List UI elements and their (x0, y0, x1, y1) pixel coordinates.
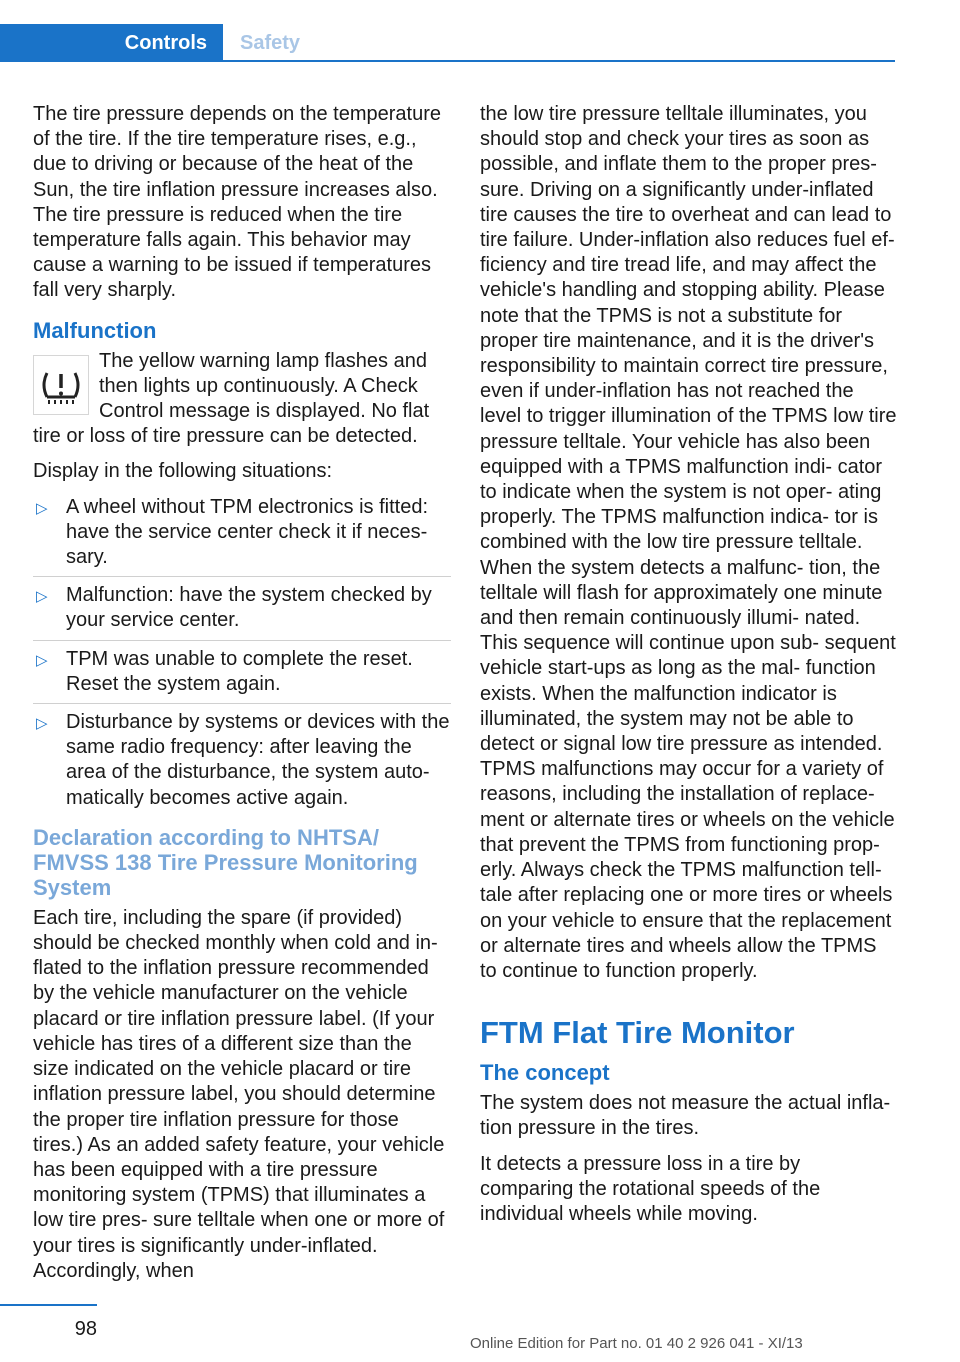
declaration-paragraph: Each tire, including the spare (if provided) should be checked monthly when cold and in‐ flated to the inflation pressure recommended by the vehicle manufacturer on the vehicle placard or tire inflation pressure label. (If your vehicle has tires of a different size than the size indicated on the vehicle placard or tire inflation pressure label, you should determine the proper tire inflation pressure for those tires.) As an added safety feature, your vehicle has been equipped with a tire pressure monitoring system (TPMS) that illuminates a low tire pres‐ sure telltale when one or more of your tires is significantly under-inflated. Accordingly, when (33, 906, 445, 1282)
malfunction-text: The yellow warning lamp flashes and then lights up continuously. A Check Control message is displayed. No flat tire or loss of tire pressure can be detected. (33, 349, 430, 448)
declaration-heading: Declaration according to NHTSA/ FMVSS 138 Tire Pressure Monitoring System (33, 824, 418, 900)
triangle-bullet-icon: ▷ (36, 715, 48, 733)
list-item: ▷ Malfunction: have the system checked by your service center. (33, 583, 451, 640)
concept-paragraph-2: It detects a pressure loss in a tire by comparing the rotational speeds of the individual wheels while moving. (480, 1152, 821, 1225)
tire-temperature-paragraph: The tire pressure depends on the temperature of the tire. If the tire temperature rises, e.g., due to driving or because of the heat of the Sun, the tire inflation pressure increases also. The tire pressure is reduced when the tire temperature falls again. This behavior may cause a warning to be issued if temperatures fall very sharply. (33, 103, 442, 302)
list-item: ▷ TPM was unable to complete the reset. Reset the system again. (33, 647, 451, 704)
online-edition-note: Online Edition for Part no. 01 40 2 926 041 - XI/13 (470, 1335, 803, 1352)
ftm-heading: FTM Flat Tire Monitor (480, 1015, 795, 1051)
tab-controls[interactable]: Controls (0, 24, 223, 62)
left-column (33, 102, 451, 1294)
concept-heading: The concept (480, 1060, 610, 1086)
tab-underline (0, 60, 895, 62)
malfunction-heading: Malfunction (33, 317, 157, 343)
declaration-continued-paragraph: the low tire pressure telltale illuminates, you should stop and check your tires as soon as possible, and inflate them to the proper pres‐ sure. Driving on a significantly under-inflated tire causes the tire to overheat and can lead to tire failure. Under-inflation also reduces fuel ef‐ ficiency and tire tread life, and may affect the vehicle's handling and stopping ability. Please note that the TPMS is not a substitute for proper tire maintenance, and it is the driver's responsibility to maintain correct tire pressure, even if under-inflation has not reached the level to trigger illumination of the TPMS low tire pressure telltale. Your vehicle has also been equipped with a TPMS malfunction indi‐ cator to indicate when the system is not oper‐ ating properly. The TPMS malfunction indica‐ tor is combined with the low tire pressure telltale. When the system detects a malfunc‐ tion, the telltale will flash for approximately one minute and then remain continuously illumi‐ nated. This sequence will continue upon sub‐ sequent vehicle start-ups as long as the mal‐ function exists. When the malfunction indicator is illuminated, the system may not be able to detect or signal low tire pressure as intended. TPMS malfunctions may occur for a variety of reasons, including the installation of replace‐ ment or alternate tires or wheels on the vehicle that prevent the TPMS from functioning prop‐ erly. Always check the TPMS malfunction tell‐ tale after replacing one or more tires or wheels on your vehicle to ensure that the replacement or alternate tires and wheels allow the TPMS to continue to function properly. (480, 103, 897, 982)
malfunction-block (33, 349, 451, 450)
tire-pressure-warning-icon (33, 355, 89, 415)
section-tabs (0, 24, 895, 62)
triangle-bullet-icon: ▷ (36, 651, 48, 669)
list-item: ▷ A wheel without TPM electronics is fitted: have the service center check it if neces‐ sary. (33, 495, 451, 578)
footer-rule (0, 1304, 97, 1306)
situations-list (33, 495, 451, 811)
triangle-bullet-icon: ▷ (36, 499, 48, 517)
triangle-bullet-icon: ▷ (36, 588, 48, 606)
concept-paragraph-1: The system does not measure the actual infla‐ tion pressure in the tires. (480, 1092, 891, 1140)
tab-safety[interactable]: Safety (240, 31, 301, 54)
page-number: 98 (74, 1318, 97, 1340)
right-column (480, 102, 898, 1237)
list-item: ▷ Disturbance by systems or devices with the same radio frequency: after leaving the area of the disturbance, the system auto‐ matically becomes active again. (36, 711, 450, 809)
display-situations-intro: Display in the following situations: (33, 460, 333, 483)
